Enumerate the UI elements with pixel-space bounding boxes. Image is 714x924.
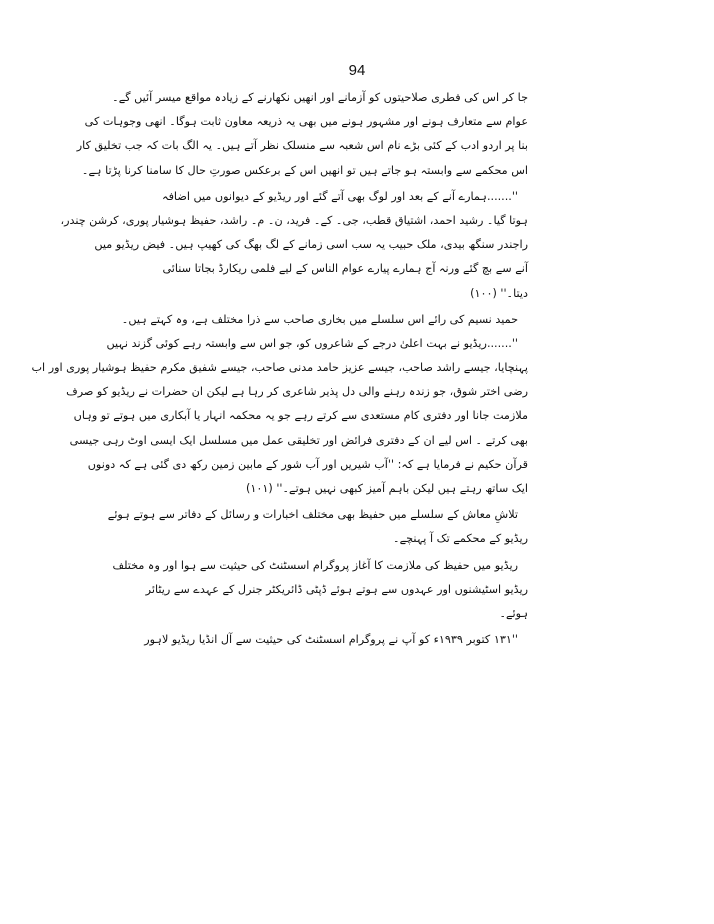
quote-line: پہنچایا، جیسے راشد صاحب، جیسے عزیز حامد مدنی صاحب، جیسے شفیق مکرم حفیظ ہوشیار پوری اور اب [31, 361, 528, 375]
text-line: ریڈیو اسٹیشنوں اور عہدوں سے ہوتے ہوئے ڈپٹی ڈائریکٹر جنرل کے عہدے سے ریٹائر [145, 582, 528, 596]
page-number: 94 [348, 62, 366, 79]
page-body [31, 86, 528, 652]
quote-line: ہوتا گیا۔ رشید احمد، اشتیاق قطب، جی۔ کے۔ فرید، ن۔ م۔ راشد، حفیظ ہوشیار پوری، کرشن چندر، [60, 213, 528, 227]
quote-line: قرآن حکیم نے فرمایا ہے کہ: ''آب شیریں اور آب شور کے مابین زمین رکھ دی گئی ہے کہ دونوں [87, 457, 528, 471]
quote-line: دیتا۔'' (۱۰۰) [470, 286, 528, 300]
text-line: عوام سے متعارف ہونے اور مشہور ہونے میں بھی یہ ذریعہ معاون ثابت ہوگا۔ انھی وجوہات کی [84, 115, 528, 129]
quote-line: ''.......ریڈیو نے بہت اعلیٰ درجے کے شاعروں کو، جو اس سے وابستہ رہے کوئی گزند نہیں [106, 336, 518, 350]
text-line: بنا پر اردو ادب کے کئی بڑے نام اس شعبہ سے منسلک نظر آتے ہیں۔ یہ الگ بات کہ جب تخلیق کار [76, 139, 528, 153]
text-line: حمید نسیم کی رائے اس سلسلے میں بخاری صاحب سے ذرا مختلف ہے، وہ کہتے ہیں۔ [121, 312, 518, 326]
quote-line: ایک ساتھ رہتے ہیں لیکن باہم آمیز کبھی نہیں ہوتے۔'' (۱۰۱) [246, 482, 528, 495]
text-line: ریڈیو کے محکمے تک آ پہنچے۔ [393, 532, 528, 546]
quote-line: راجندر سنگھ بیدی، ملک حبیب یہ سب اسی زمانے کے لگ بھگ کی کھیپ ہیں۔ فیض ریڈیو میں [94, 238, 528, 252]
quote-line: بھی کرتے ۔ اس لیے ان کے دفتری فرائض اور تخلیقی عمل میں مسلسل ایک ایسی اوٹ رہی جیسی [69, 433, 528, 447]
quote-line: آنے سے بچ گئے ورنہ آج ہمارے پیارے عوام الناس کے لیے فلمی ریکارڈ بجاتا سنائی [162, 262, 528, 276]
text-line: اس محکمے سے وابستہ ہو جاتے ہیں تو انھیں اس کے برعکس صورتِ حال کا سامنا کرنا پڑتا ہے۔ [81, 163, 528, 177]
quote-line: رضی اختر شوق، جو زندہ رہنے والی دل پذیر شاعری کر رہا ہے لیکن ان حضرات نے ریڈیو کو صرف [66, 385, 528, 399]
text-line: جا کر اس کی فطری صلاحیتوں کو آزمانے اور انھیں نکھارنے کے زیادہ مواقع میسر آئیں گے۔ [112, 91, 528, 104]
quote-line: ''۱۳۱ کتوبر ۱۹۳۹ء کو آپ نے پروگرام اسسٹنٹ کی حیثیت سے آل انڈیا ریڈیو لاہور [144, 633, 518, 647]
text-line: تلاشِ معاش کے سلسلے میں حفیظ بھی مختلف اخبارات و رسائل کے دفاتر سے ہوتے ہوئے [107, 508, 518, 522]
quote-line: ''.......ہمارے آنے کے بعد اور لوگ بھی آتے گئے اور ریڈیو کے دیوانوں میں اضافہ [162, 189, 518, 203]
quote-line: ملازمت جانا اور دفتری کام مستعدی سے کرتے رہے جو یہ محکمہ انہار یا آبکاری میں ہوتے تو وہاں [73, 409, 528, 423]
text-line: ریڈیو میں حفیظ کی ملازمت کا آغاز پروگرام اسسٹنٹ کی حیثیت سے ہوا اور وہ مختلف [112, 558, 518, 572]
text-line: ہوئے۔ [499, 606, 528, 620]
